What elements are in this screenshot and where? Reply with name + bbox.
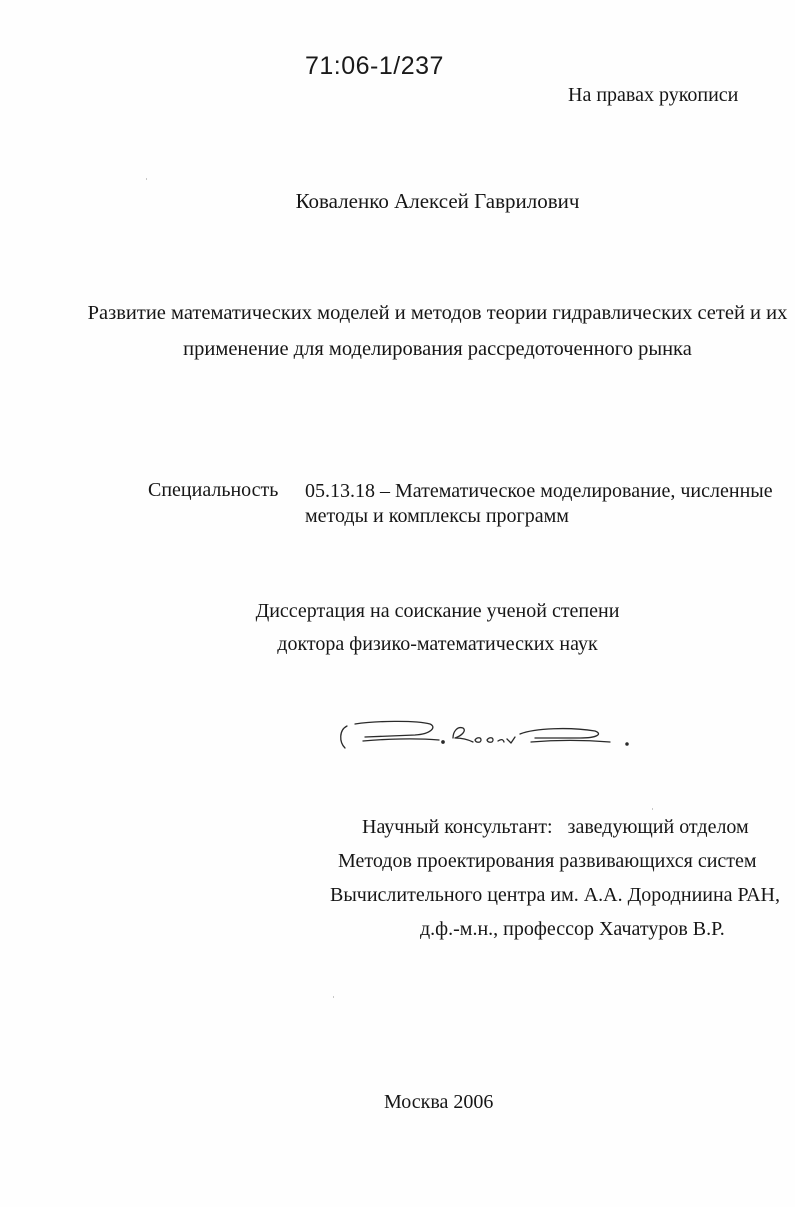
scan-speck [333, 996, 334, 998]
consultant-institution: Вычислительного центра им. А.А. Дородниина РАН, [330, 884, 780, 906]
rights-notice: На правах рукописи [568, 84, 739, 106]
title-line: применение для моделирования рассредоточенного рынка [183, 338, 692, 360]
specialty-label: Специальность [148, 479, 279, 501]
title-line: Развитие математических моделей и методов теории гидравлических сетей и их [87, 302, 788, 324]
specialty-line: методы и комплексы программ [305, 505, 569, 527]
dissertation-title [0, 295, 795, 367]
consultant-label: Научный консультант: [362, 816, 553, 838]
consultant-department: Методов проектирования развивающихся систем [338, 850, 757, 872]
author-name: Коваленко Алексей Гаврилович [295, 189, 580, 213]
scan-speck [652, 808, 653, 810]
archive-code: 71:06-1/237 [305, 52, 444, 80]
specialty-line: 05.13.18 – Математическое моделирование, численные [305, 480, 773, 502]
handwritten-signature [335, 712, 645, 757]
scan-speck [146, 178, 147, 180]
degree-line: Диссертация на соискание ученой степени [255, 600, 620, 622]
consultant-name: д.ф.-м.н., профессор Хачатуров В.Р. [420, 918, 725, 940]
city-year: Москва 2006 [384, 1091, 494, 1113]
consultant-line [362, 810, 749, 844]
degree-line: доктора физико-математических наук [277, 633, 598, 655]
degree-statement [0, 595, 795, 661]
consultant-position: заведующий отделом [567, 816, 749, 838]
specialty-value [305, 479, 775, 529]
